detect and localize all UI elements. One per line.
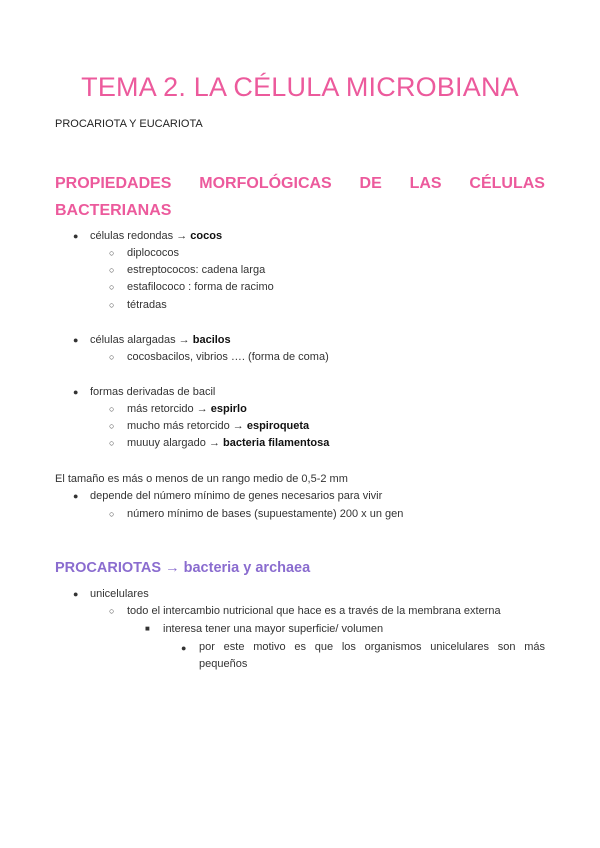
list-item: células alargadas → bacilos xyxy=(90,334,231,346)
circle-bullet-icon: ○ xyxy=(109,438,115,448)
heading-word: CÉLULAS xyxy=(469,175,545,192)
list-item: cocosbacilos, vibrios …. (forma de coma) xyxy=(127,351,329,363)
circle-bullet-icon: ○ xyxy=(109,606,115,616)
justified-line-2: pequeños xyxy=(199,658,248,670)
list-item: estafilococo : forma de racimo xyxy=(127,281,274,293)
disc-bullet-icon: ● xyxy=(73,491,79,501)
heading-word: LAS xyxy=(409,175,442,192)
circle-bullet-icon: ○ xyxy=(109,509,115,519)
list-item: mucho más retorcido → espiroqueta xyxy=(127,420,310,432)
list-item: diplococos xyxy=(127,247,179,259)
size-paragraph: El tamaño es más o menos de un rango medio de 0,5-2 mm xyxy=(55,473,348,485)
page-subtitle: PROCARIOTA Y EUCARIOTA xyxy=(55,118,203,130)
justified-line-1: por este motivo es que los organismos unicelulares son más xyxy=(199,641,545,653)
circle-bullet-icon: ○ xyxy=(109,404,115,414)
list-item: muuuy alargado → bacteria filamentosa xyxy=(127,437,330,449)
heading-word: PROPIEDADES xyxy=(55,175,172,192)
heading-word: MORFOLÓGICAS xyxy=(199,175,332,192)
list-item xyxy=(199,639,545,673)
page-title: TEMA 2. LA CÉLULA MICROBIANA xyxy=(81,72,519,102)
circle-bullet-icon: ○ xyxy=(109,421,115,431)
disc-bullet-icon: ● xyxy=(73,231,79,241)
disc-bullet-icon: ● xyxy=(181,643,187,653)
list-item: todo el intercambio nutricional que hace es a través de la membrana externa xyxy=(127,605,501,617)
list-item: formas derivadas de bacil xyxy=(90,386,216,398)
circle-bullet-icon: ○ xyxy=(109,352,115,362)
list-item: unicelulares xyxy=(90,588,149,600)
list-item: células redondas → cocos xyxy=(90,230,223,242)
disc-bullet-icon: ● xyxy=(73,335,79,345)
list-item: interesa tener una mayor superficie/ volumen xyxy=(163,623,384,635)
disc-bullet-icon: ● xyxy=(73,589,79,599)
circle-bullet-icon: ○ xyxy=(109,300,115,310)
circle-bullet-icon: ○ xyxy=(109,265,115,275)
circle-bullet-icon: ○ xyxy=(109,248,115,258)
section-heading-morphology xyxy=(55,170,545,224)
list-item: estreptococos: cadena larga xyxy=(127,264,266,276)
list-item: más retorcido → espirlo xyxy=(127,403,247,415)
square-bullet-icon: ■ xyxy=(145,624,150,633)
list-item: número mínimo de bases (supuestamente) 200 x un gen xyxy=(127,508,404,520)
section-heading-procariotas: PROCARIOTAS → bacteria y archaea xyxy=(55,560,311,576)
circle-bullet-icon: ○ xyxy=(109,282,115,292)
heading-line-2: BACTERIANAS xyxy=(55,202,172,219)
list-item: depende del número mínimo de genes necesarios para vivir xyxy=(90,490,383,502)
heading-word: DE xyxy=(359,175,382,192)
list-item: tétradas xyxy=(127,299,167,311)
disc-bullet-icon: ● xyxy=(73,387,79,397)
heading-line-1 xyxy=(55,170,545,197)
